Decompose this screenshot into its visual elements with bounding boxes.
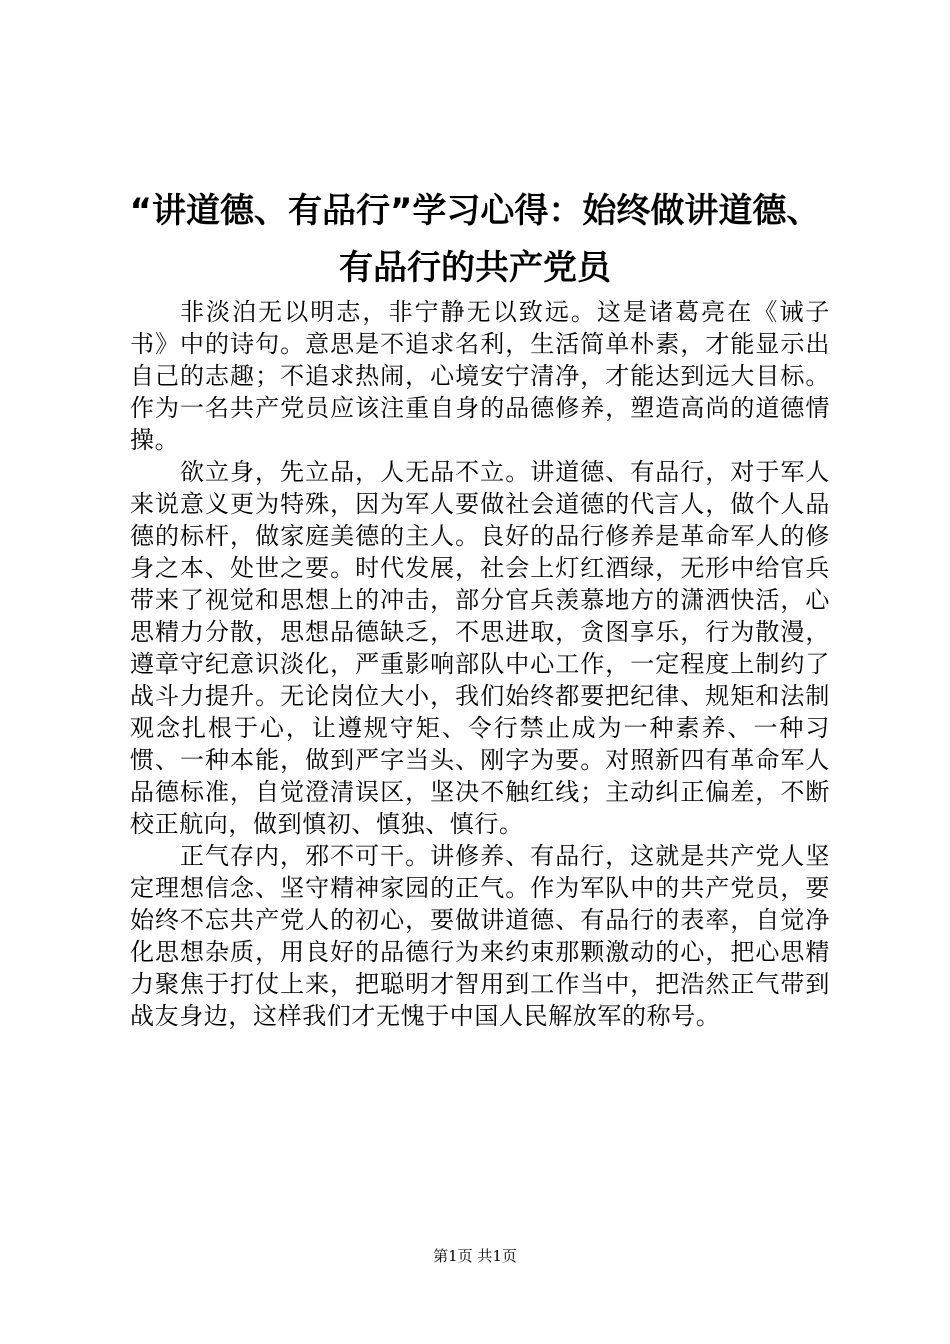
document-title-line-1: “讲道德、有品行”学习心得：始终做讲道德、 <box>129 191 821 231</box>
page-footer: 第1页 共1页 <box>433 1247 517 1265</box>
document-title-line-2: 有品行的共产党员 <box>339 248 611 288</box>
paragraph-1: 非淡泊无以明志，非宁静无以致远。这是诸葛亮在《诫子书》中的诗句。意思是不追求名利，生活简单朴素，才能显示出自己的志趣；不追求热闹，心境安宁清净，才能达到远大目标。作为一名共产党员应该注重自身的品德修养，塑造高尚的道德情操。 <box>130 298 830 454</box>
document-body <box>130 296 830 1032</box>
paragraph-2: 欲立身，先立品，人无品不立。讲道德、有品行，对于军人来说意义更为特殊，因为军人要做社会道德的代言人，做个人品德的标杆，做家庭美德的主人。良好的品行修养是革命军人的修身之本、处世之要。时代发展，社会上灯红酒绿，无形中给官兵带来了视觉和思想上的冲击，部分官兵羡慕地方的潇洒快活，心思精力分散，思想品德缺乏，不思进取，贪图享乐，行为散漫，遵章守纪意识淡化，严重影响部队中心工作，一定程度上制约了战斗力提升。无论岗位大小，我们始终都要把纪律、规矩和法制观念扎根于心，让遵规守矩、令行禁止成为一种素养、一种习惯、一种本能，做到严字当头、刚字为要。对照新四有革命军人品德标准，自觉澄清误区，坚决不触红线；主动纠正偏差，不断校正航向，做到慎初、慎独、慎行。 <box>130 458 830 838</box>
paragraph-3: 正气存内，邪不可干。讲修养、有品行，这就是共产党人坚定理想信念、坚守精神家园的正气。作为军队中的共产党员，要始终不忘共产党人的初心，要做讲道德、有品行的表率，自觉净化思想杂质，用良好的品德行为来约束那颗激动的心，把心思精力聚焦于打仗上来，把聪明才智用到工作当中，把浩然正气带到战友身边，这样我们才无愧于中国人民解放军的称号。 <box>130 842 830 1030</box>
